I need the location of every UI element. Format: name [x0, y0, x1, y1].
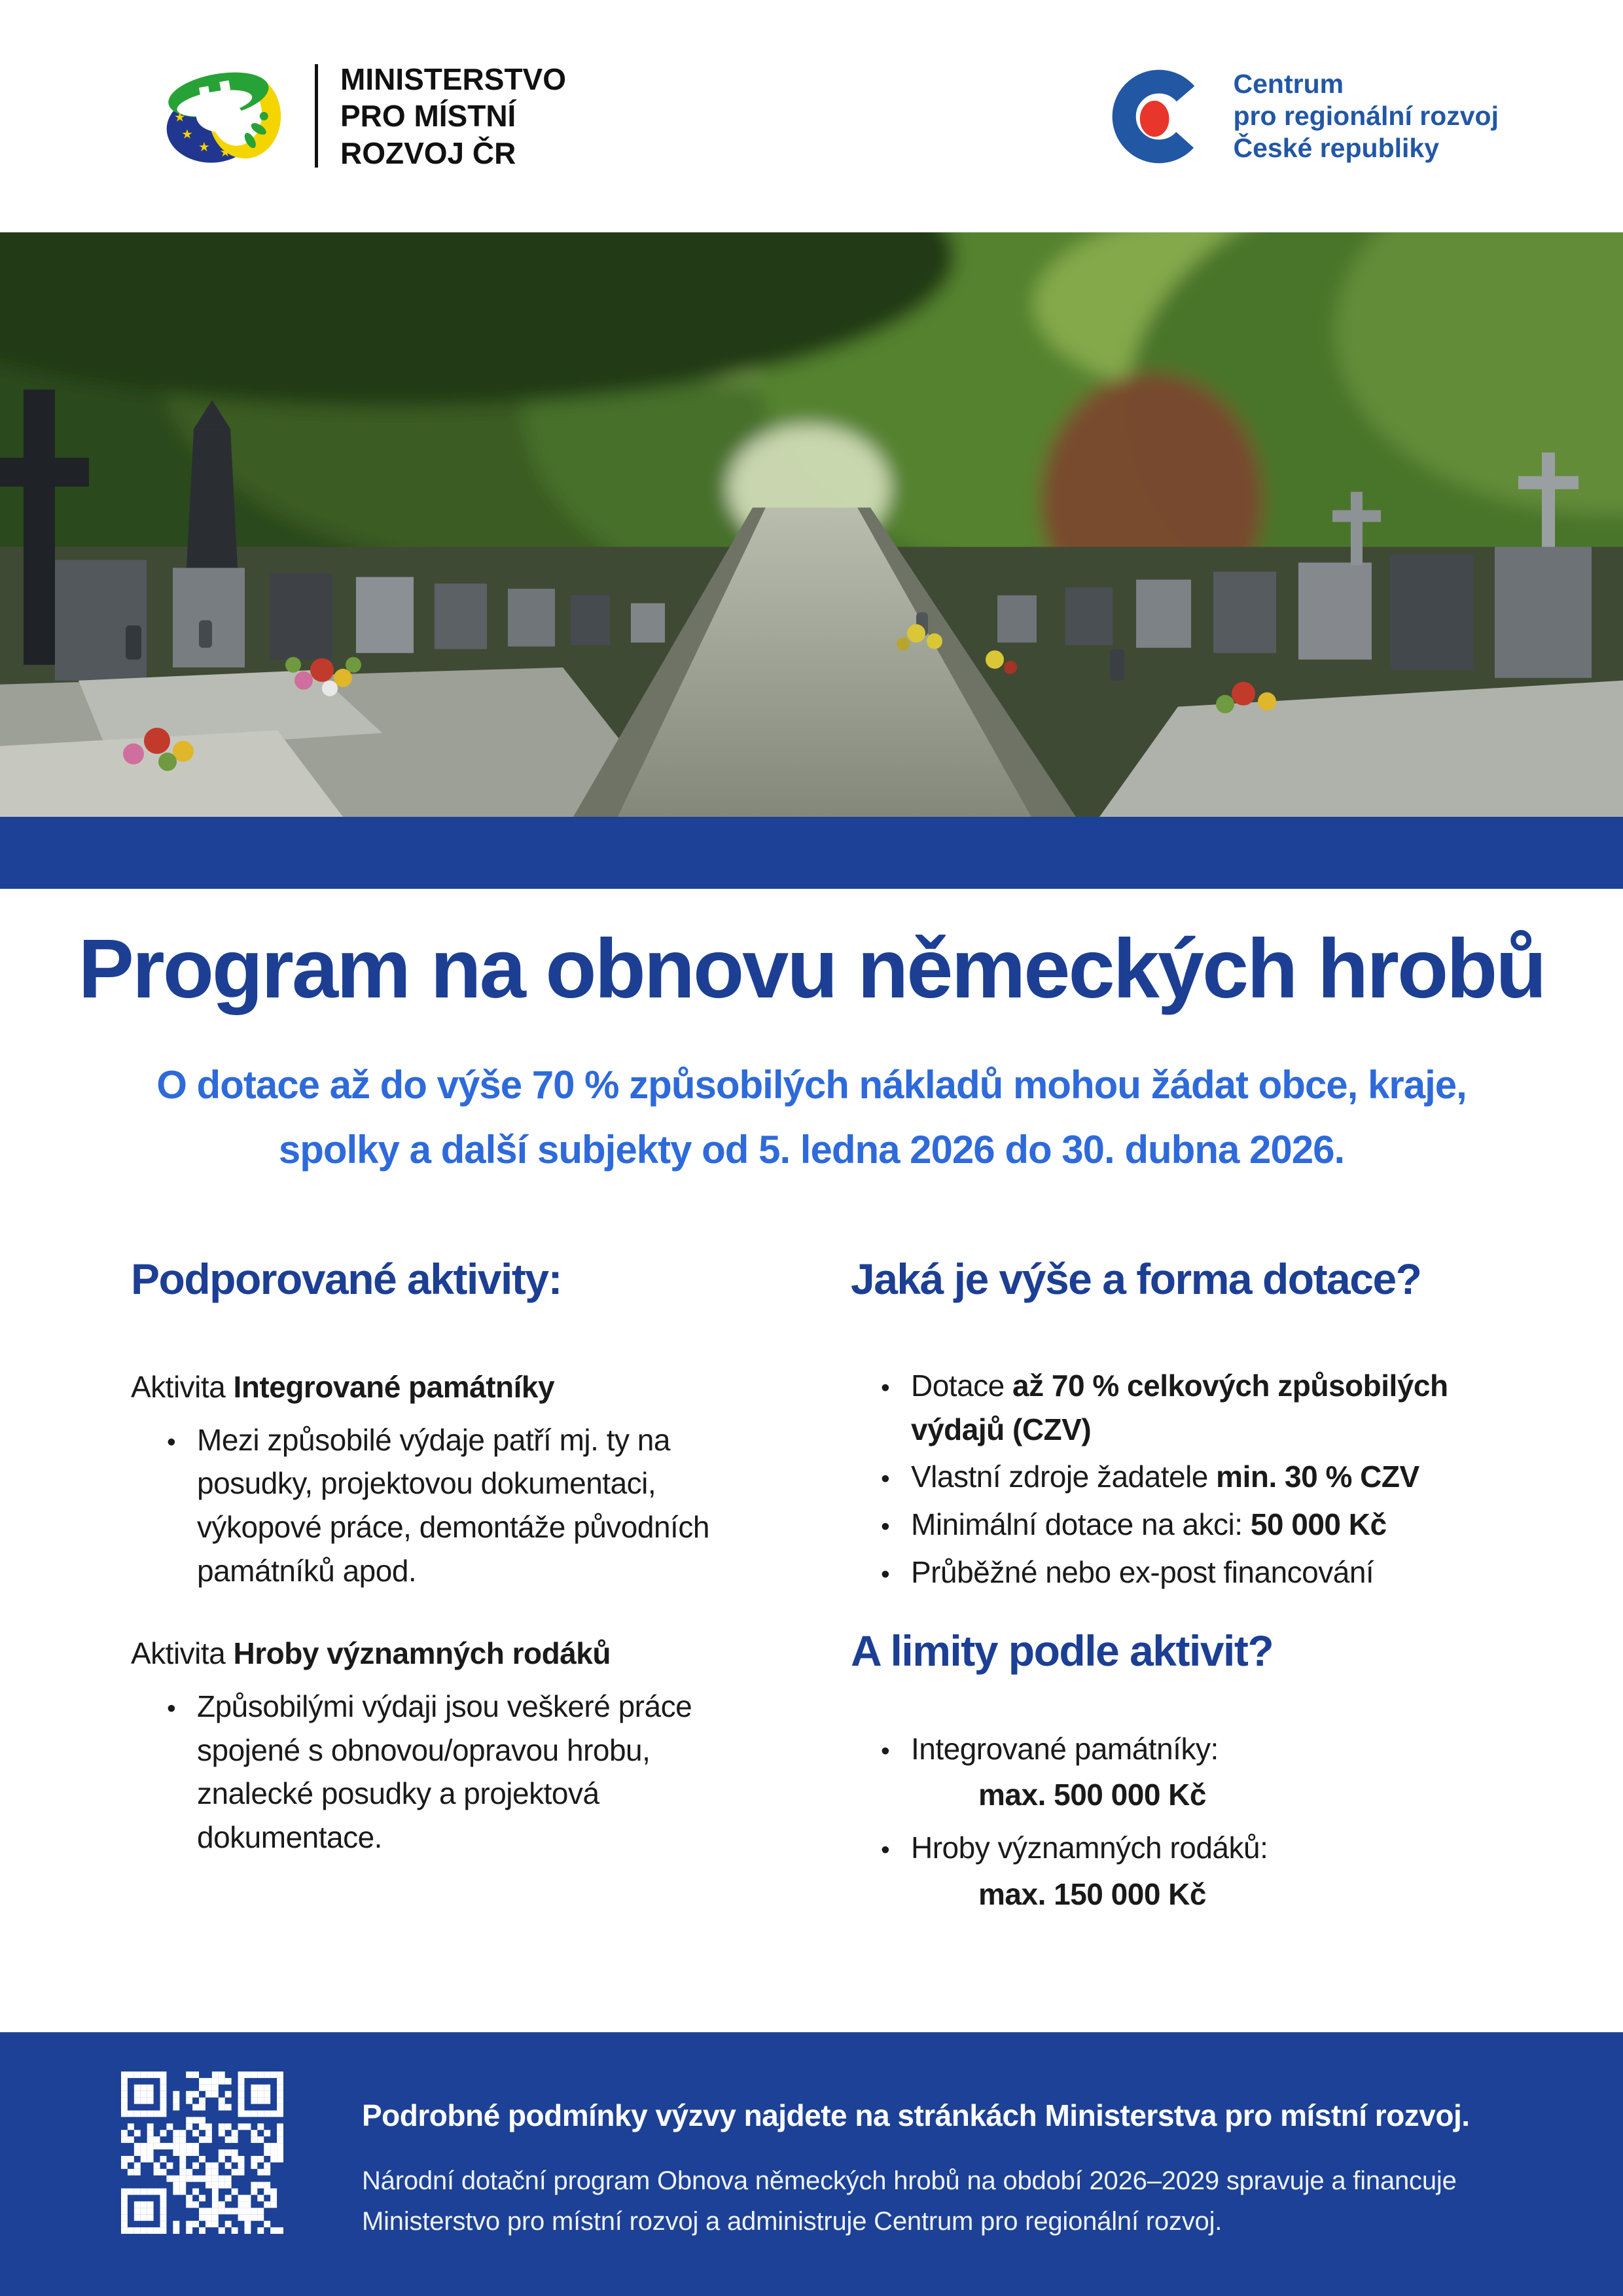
activity-bullet: • Mezi způsobilé výdaje patří mj. ty na posudky, projektovou dokumentaci, výkopové práce, demontáže původních památníků apod.	[131, 1418, 753, 1593]
limit-value: max. 500 000 Kč	[978, 1778, 1206, 1812]
activity-notable-natives-graves	[131, 1632, 753, 1859]
content-columns	[131, 1253, 1499, 1916]
mmr-logo	[160, 61, 566, 171]
bullet-marker-icon	[881, 1727, 911, 1771]
crr-logo-text	[1234, 68, 1499, 165]
grant-details-section	[851, 1253, 1499, 1916]
blue-band	[0, 817, 1623, 889]
crr-logo	[1103, 60, 1499, 173]
limits-heading: A limity podle aktivit?	[851, 1626, 1274, 1676]
page-subtitle	[72, 1052, 1551, 1183]
bullet-marker-icon	[881, 1503, 911, 1547]
grant-amount-list	[851, 1364, 1499, 1594]
bullet-marker-icon	[167, 1418, 197, 1593]
cemetery-photo-illustration	[0, 232, 1623, 817]
bullet-marker-icon	[881, 1455, 911, 1499]
footer-bold-line: Podrobné podmínky výzvy najdete na stránkách Ministerstva pro místní rozvoj.	[362, 2098, 1470, 2132]
mmr-logo-line1: MINISTERSTVO	[340, 62, 567, 97]
cemetery-photo	[0, 232, 1623, 817]
bullet-marker-icon	[167, 1685, 197, 1859]
star-icon: ★	[198, 139, 209, 154]
subtitle-line1: O dotace až do výše 70 % způsobilých nákladů mohou žádat obce, kraje,	[156, 1062, 1467, 1107]
page-title: Program na obnovu německých hrobů	[78, 922, 1545, 1016]
supported-activities-section	[131, 1253, 753, 1916]
mmr-logo-line3: ROZVOJ ČR	[340, 135, 516, 170]
bullet-marker-icon	[881, 1364, 911, 1451]
crr-logo-line1: Centrum	[1233, 68, 1344, 99]
mmr-logo-icon	[160, 62, 298, 170]
activity-bullet: • Způsobilými výdaji jsou veškeré práce spojené s obnovou/opravou hrobu, znalecké posudky a projektová dokumentace.	[131, 1685, 753, 1859]
limit-item	[851, 1826, 1499, 1916]
list-item: • Minimální dotace na akci: 50 000 Kč	[851, 1503, 1499, 1547]
star-icon: ★	[219, 145, 231, 160]
footer-paragraph	[362, 2161, 1470, 2242]
subtitle-line2: spolky a další subjekty od 5. ledna 2026 do 30. dubna 2026.	[278, 1128, 1345, 1172]
logo-divider	[315, 64, 318, 168]
list-item: • Vlastní zdroje žadatele min. 30 % CZV	[851, 1455, 1499, 1499]
grant-amount-heading: Jaká je výše a forma dotace?	[851, 1254, 1421, 1303]
bullet-marker-icon	[881, 1826, 911, 1870]
bullet-marker-icon	[881, 1551, 911, 1594]
activity-title: Aktivita Hroby významných rodáků	[131, 1636, 611, 1671]
crr-logo-icon	[1103, 60, 1215, 173]
footer	[0, 2032, 1623, 2296]
star-icon: ★	[181, 127, 192, 142]
limits-list	[851, 1727, 1499, 1916]
qr-code	[121, 2072, 283, 2234]
activity-title: Aktivita Integrované památníky	[131, 1369, 555, 1404]
mmr-logo-line2: PRO MÍSTNÍ	[340, 99, 516, 134]
header-logos	[0, 0, 1623, 232]
list-item: • Integrované památníky:	[851, 1727, 1499, 1771]
star-icon: ★	[174, 110, 185, 125]
list-item: • Dotace až 70 % celkových způsobilých výdajů (CZV)	[851, 1364, 1499, 1451]
mmr-logo-text	[340, 61, 566, 171]
crr-logo-line3: České republiky	[1233, 133, 1440, 164]
list-item: • Hroby významných rodáků:	[851, 1826, 1499, 1870]
supported-activities-heading: Podporované aktivity:	[131, 1254, 562, 1303]
limit-item	[851, 1727, 1499, 1817]
footer-text	[362, 2098, 1470, 2296]
list-item: • Průběžné nebo ex-post financování	[851, 1551, 1499, 1594]
limit-value: max. 150 000 Kč	[978, 1876, 1206, 1911]
footer-line2: Ministerstvo pro místní rozvoj a administruje Centrum pro regionální rozvoj.	[362, 2207, 1222, 2236]
activity-integrated-memorials	[131, 1365, 753, 1592]
footer-line1: Národní dotační program Obnova německých hrobů na období 2026–2029 spravuje a financuje	[362, 2166, 1457, 2195]
crr-logo-line2: pro regionální rozvoj	[1233, 100, 1499, 131]
